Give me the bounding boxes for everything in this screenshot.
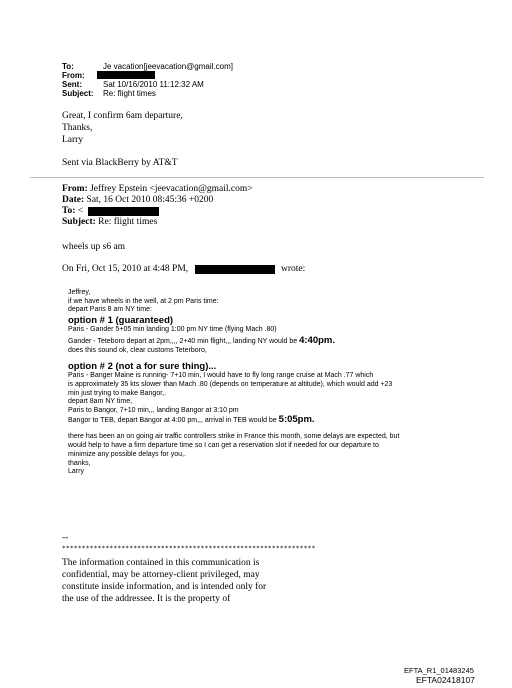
quoted-line — [68, 334, 488, 347]
option1-landing: Gander - Teteboro depart at 2pm,,,, 2+40 min flight,,, landing NY would be — [68, 337, 298, 345]
fwd-body: wheels up s6 am — [62, 242, 126, 252]
quote-prefix: On Fri, Oct 15, 2010 at 4:48 PM, — [62, 264, 189, 274]
header-from-row — [62, 71, 98, 80]
quoted-line: Larry — [68, 468, 84, 476]
header-subject-row — [62, 89, 156, 98]
quoted-line: does this sound ok, clear customs Teterboro, — [68, 346, 207, 354]
document-id-1: EFTA_R1_01483245 — [404, 666, 474, 675]
quoted-line: would help to have a firm departure time so I can get a reservation slot if needed for our departure to — [68, 442, 379, 450]
fwd-to-row — [62, 206, 83, 217]
quote-suffix: wrote: — [281, 264, 306, 274]
reply-signature: Sent via BlackBerry by AT&T — [62, 158, 178, 168]
reply-line: Great, I confirm 6am departure, — [62, 111, 183, 121]
to-label: To: — [62, 62, 74, 71]
notice-line: confidential, may be attorney-client privileged, may — [62, 570, 260, 580]
subject-value: Re: flight times — [103, 89, 156, 98]
fwd-to-label: To: — [62, 206, 76, 216]
fwd-subject-row — [62, 217, 157, 228]
redaction-box — [97, 71, 155, 79]
quoted-line: depart 8am NY time, — [68, 398, 133, 406]
fwd-from-value: Jeffrey Epstein <jeevacation@gmail.com> — [90, 184, 253, 194]
quoted-line: there has been an on going air traffic controllers strike in France this month, some delays are expected, but — [68, 433, 400, 441]
redaction-box — [88, 207, 159, 216]
quote-attribution — [62, 264, 188, 275]
footer-stars: **************************************************************** — [62, 545, 316, 552]
separator-line — [30, 177, 484, 178]
option1-time: 4:40pm. — [299, 334, 335, 346]
quoted-line: if we have wheels in the well, at 2 pm Paris time: — [68, 297, 219, 305]
reply-line: Larry — [62, 135, 84, 145]
quoted-line: Paris - Banger Maine is running- 7+10 min, I would have to fly long range cruise at Mach .77 which — [68, 372, 374, 380]
fwd-date-value: Sat, 16 Oct 2010 08:45:36 +0200 — [86, 195, 214, 205]
quoted-line: Paris - Gander 5+05 min landing 1:00 pm NY time (flying Mach .80) — [68, 326, 277, 334]
quoted-line: minimize any possible delays for you,. — [68, 450, 186, 458]
sent-label: Sent: — [62, 80, 82, 89]
header-to-row — [62, 62, 233, 71]
quoted-line: depart Paris 8 am NY time: — [68, 306, 152, 314]
subject-label: Subject: — [62, 89, 94, 98]
quoted-line: Jeffrey, — [68, 289, 91, 296]
notice-line: constitute inside information, and is intended only for — [62, 582, 267, 592]
quoted-message — [68, 289, 488, 477]
option2-arrival: Bangor to TEB, depart Bangor at 4:00 pm,,, arrival in TEB would be — [68, 416, 277, 424]
quoted-line: thanks, — [68, 459, 91, 467]
redaction-box — [195, 265, 275, 274]
fwd-from-row — [62, 184, 253, 195]
sent-value: Sat 10/16/2010 11:12:32 AM — [103, 80, 204, 89]
reply-body — [62, 110, 183, 169]
fwd-date-label: Date: — [62, 195, 85, 205]
quoted-line: is approximately 35 kts slower than Mach .80 (depends on temperature at altitude), which would add +23 — [68, 380, 393, 388]
quoted-line: min just trying to make Bangor,. — [68, 389, 167, 397]
document-id-2: EFTA02418107 — [416, 675, 475, 685]
header-sent-row — [62, 80, 204, 89]
confidentiality-notice — [62, 557, 266, 605]
reply-line: Thanks, — [62, 123, 93, 133]
quoted-line — [68, 413, 488, 426]
option2-time: 5:05pm. — [278, 413, 315, 425]
fwd-to-value: < — [77, 206, 84, 216]
fwd-from-label: From: — [62, 184, 88, 194]
notice-line: the use of the addressee. It is the property of — [62, 594, 231, 604]
footer-dashes: -- — [62, 533, 69, 543]
fwd-subject-label: Subject: — [62, 217, 96, 227]
from-label: From: — [62, 71, 85, 80]
quoted-line: Paris to Bangor, 7+10 min,,, landing Bangor at 3:10 pm — [68, 407, 239, 415]
notice-line: The information contained in this communication is — [62, 558, 260, 568]
option2-title: option # 2 (not a for sure thing)... — [68, 361, 217, 373]
to-value: Je vacation[jeevacation@gmail.com] — [103, 62, 233, 71]
fwd-date-row — [62, 195, 213, 206]
fwd-subject-value: Re: flight times — [98, 217, 158, 227]
option1-title: option # 1 (guaranteed) — [68, 315, 174, 327]
